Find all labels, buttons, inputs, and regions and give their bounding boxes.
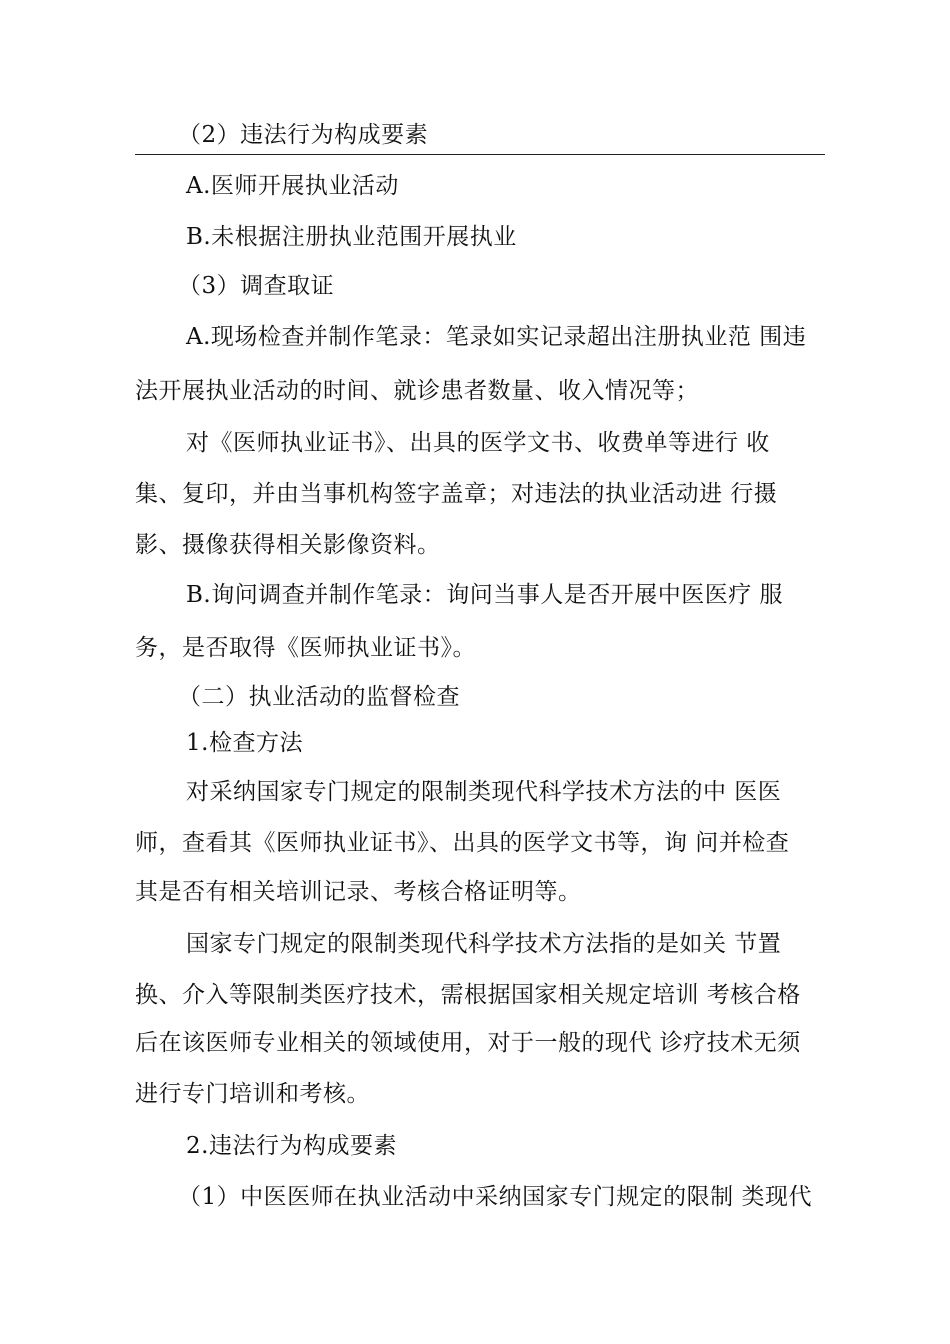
subsection-heading: 1.检查方法 xyxy=(186,730,303,756)
text-line: 其是否有相关培训记录、考核合格证明等。 xyxy=(135,879,582,905)
text-line: A.医师开展执业活动 xyxy=(186,173,399,199)
text-line: 对《医师执业证书》、出具的医学文书、收费单等进行 收 xyxy=(186,430,770,456)
subsection-heading: 2.违法行为构成要素 xyxy=(186,1133,397,1159)
text-line: 后在该医师专业相关的领域使用，对于一般的现代 诊疗技术无须 xyxy=(135,1030,801,1056)
section-heading: （二）执业活动的监督检查 xyxy=(178,684,460,710)
text-line: 进行专门培训和考核。 xyxy=(135,1081,370,1107)
text-line: B.询问调查并制作笔录：询问当事人是否开展中医医疗 服 xyxy=(186,582,784,608)
header-rule xyxy=(135,154,825,155)
text-line: 师，查看其《医师执业证书》、出具的医学文书等，询 问并检查 xyxy=(135,830,790,856)
text-line: 务，是否取得《医师执业证书》。 xyxy=(135,635,476,661)
text-line: 法开展执业活动的时间、就诊患者数量、收入情况等； xyxy=(135,378,699,404)
text-line: 换、介入等限制类医疗技术，需根据国家相关规定培训 考核合格 xyxy=(135,982,801,1008)
text-line: 对采纳国家专门规定的限制类现代科学技术方法的中 医医 xyxy=(186,779,782,805)
text-line: （1）中医医师在执业活动中采纳国家专门规定的限制 类现代 xyxy=(178,1184,812,1210)
subsection-heading: （3）调查取证 xyxy=(178,273,335,299)
section-heading: （2）违法行为构成要素 xyxy=(178,122,429,148)
text-line: 国家专门规定的限制类现代科学技术方法指的是如关 节置 xyxy=(186,931,782,957)
text-line: A.现场检查并制作笔录：笔录如实记录超出注册执业范 围违 xyxy=(186,324,807,350)
text-line: 集、复印，并由当事机构签字盖章；对违法的执业活动进 行摄 xyxy=(135,481,778,507)
text-line: 影、摄像获得相关影像资料。 xyxy=(135,532,441,558)
text-line: B.未根据注册执业范围开展执业 xyxy=(186,224,517,250)
